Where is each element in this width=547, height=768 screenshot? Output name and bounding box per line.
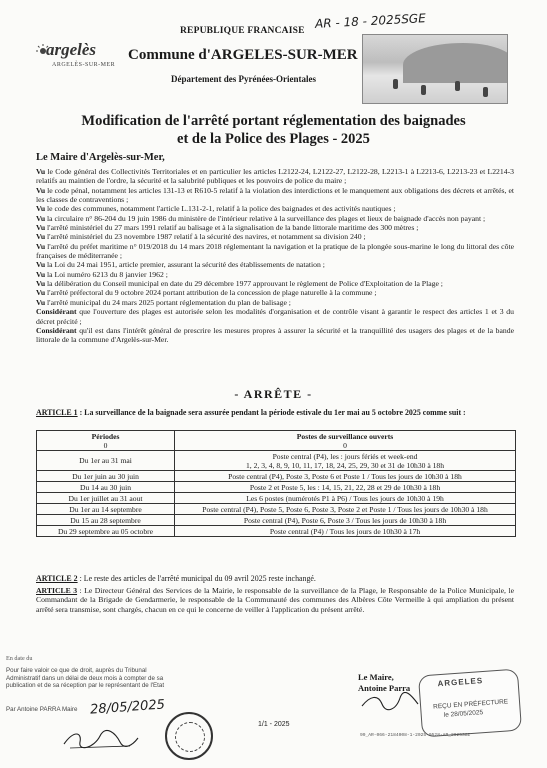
document-title-line1: Modification de l'arrêté portant réglementation des baignades (81, 113, 466, 129)
table-row (37, 482, 516, 493)
article-3 (36, 586, 514, 614)
legal-notice-signatory: Par Antoine PARRA Maire (6, 706, 78, 713)
article-3-text: : Le Directeur Général des Services de la Mairie, le responsable de la surveillance de la Plage, le Responsable de la Police Municipale, le Commandant de la Brigade de Gendarmerie, le responsable de la Communauté des communes des Albères Côte Vermeille à qui ampliation du présent arrêté sera transmise, sont chargés, chacun en ce qui le concerne de veiller à l'application du présent arrêté. (36, 586, 514, 614)
stamp-date: le 28/05/2025 (443, 709, 484, 719)
period-cell: Du 1er au 14 septembre (37, 504, 175, 515)
table-row (37, 504, 516, 515)
period-cell: Du 1er juillet au 31 aout (37, 493, 175, 504)
posts-cell: Poste central (P4) / Tous les jours de 10h30 à 17h (175, 526, 516, 537)
vu-list (36, 167, 514, 345)
vu-item: Vu le code des communes, notamment l'article L.131-2-1, relatif à la police des baignades et des activités nautiques ; (36, 204, 396, 214)
handwritten-reference: AR - 18 - 2025SGE (314, 11, 427, 31)
posts-cell: Poste central (P4), les : jours fériés et week-end 1, 2, 3, 4, 8, 9, 10, 11, 17, 18, 24, 25, 29, 30 et 31 de 10h30 à 18h (175, 451, 516, 471)
vu-item: Vu l'arrêté préfectoral du 9 octobre 2024 portant attribution de la concession de plage naturelle à la commune ; (36, 288, 377, 298)
signature-left (60, 728, 140, 750)
posts-cell: Poste central (P4), Poste 6, Poste 3 / Tous les jours de 10h30 à 18h (175, 515, 516, 526)
table-row (37, 493, 516, 504)
considerant-item: Considérant qu'il est dans l'intérêt général de prescrire les mesures propres à assurer la sécurité et la tranquillité des usagers des plages et de la bande littorale de la commune d'Argelès-sur-Mer. (36, 325, 514, 345)
table-header: Périodes 0 (37, 431, 175, 451)
le-maire-label: Le Maire, (358, 672, 394, 682)
signature-right (360, 692, 420, 712)
handwritten-date: 28/05/2025 (89, 697, 166, 718)
article-1 (36, 408, 514, 417)
page-number: 1/1 - 2025 (258, 721, 290, 728)
vu-item: Vu la circulaire n° 86-204 du 19 juin 1986 du ministère de l'intérieur relative à la surveillance des plages et lieux de baignade d'accès non payant ; (36, 213, 486, 223)
article-1-text: : La surveillance de la baignade sera assurée pendant la période estivale du 1er mai au 5 octobre 2025 comme suit : (77, 408, 466, 417)
surveillance-schedule-table (36, 430, 516, 537)
vu-item: Vu le code pénal, notamment les articles 131-13 et R610-5 relatif à la violation des interdictions et le manquement aux obligations des décrets et arrêtés, et les classes de contraventions ; (36, 185, 514, 205)
vu-item: Vu le Code général des Collectivités Territoriales et en particulier les articles L2122-24, L2122-27, L2122-28, L2213-1 à L2213-6, L2213-23 et L2214-3 relatifs au maintien de l'ordre, la sécurité et la salubrité publiques et les pouvoirs de police du maire ; (36, 167, 514, 186)
vu-item: Vu l'arrêté ministériel du 27 mars 1991 relatif au balisage et à la signalisation de la bande littorale maritime des 300 mètres ; (36, 223, 419, 233)
table-header: Postes de surveillance ouverts 0 (175, 431, 516, 451)
stamp-code: 99_AR-066-2184008-1-2025-0528-AR_2025SGE (360, 733, 471, 738)
commune-name: Commune d'ARGELES-SUR-MER (128, 47, 358, 63)
beach-photo (362, 34, 508, 104)
vu-item: Vu la délibération du Conseil municipal en date du 29 décembre 1977 approuvant le règlement de Police d'Exploitation de la Plage ; (36, 279, 443, 289)
article-1-label: ARTICLE 1 (36, 408, 78, 417)
vu-item: Vu la Loi du 24 mai 1951, article premier, assurant la sécurité des établissements de natation ; (36, 260, 325, 270)
department-name: Département des Pyrénées-Orientales (171, 74, 316, 84)
vu-item: Vu l'arrêté ministériel du 23 novembre 1987 relatif à la sécurité des navires, et notamment sa division 240 ; (36, 232, 366, 242)
stamp-received: REÇU EN PRÉFECTURE (432, 698, 509, 711)
period-cell: Du 29 septembre au 05 octobre (37, 526, 175, 537)
period-cell: Du 15 au 28 septembre (37, 515, 175, 526)
prefecture-stamp (418, 669, 522, 738)
legal-notice: Pour faire valoir ce que de droit, auprès du Tribunal Administratif dans un délai de deux mois à compter de sa publication et de sa réception par le représentant de l'Etat (6, 667, 165, 690)
vu-item: Vu l'arrêté municipal du 24 mars 2025 portant réglementation du plan de balisage ; (36, 297, 291, 307)
period-cell: Du 1er au 31 mai (37, 451, 175, 471)
table-header-row (37, 431, 516, 451)
commune-logo (36, 40, 116, 78)
posts-cell: Poste central (P4), Poste 3, Poste 6 et Poste 1 / Tous les jours de 10h30 à 18h (175, 471, 516, 482)
period-cell: Du 1er juin au 30 juin (37, 471, 175, 482)
considerant-item: Considérant que l'ouverture des plages est autorisée selon les modalités d'organisation et de contrôle visant à garantir le respect des articles 1 et 3 du décret précité ; (36, 307, 514, 326)
period-cell: Du 14 au 30 juin (37, 482, 175, 493)
article-3-label: ARTICLE 3 (36, 586, 78, 595)
posts-cell: Poste central (P4), Poste 5, Poste 6, Poste 3, Poste 2 et Poste 1 / Tous les jours de 10h30 à 18h (175, 504, 516, 515)
logo-text: argelès (46, 40, 97, 59)
table-row (37, 526, 516, 537)
posts-cell: Les 6 postes (numérotés P1 à P6) / Tous les jours de 10h30 à 19h (175, 493, 516, 504)
table-row (37, 515, 516, 526)
logo-subtitle: ARGELÈS-SUR-MER (52, 62, 116, 68)
arrete-heading: - ARRÊTE - (234, 387, 313, 401)
document-title-line2: et de la Police des Plages - 2025 (177, 131, 370, 147)
article-2 (36, 574, 514, 583)
table-row (37, 451, 516, 471)
vu-item: Vu l'arrêté du préfet maritime n° 019/2018 du 14 mars 2018 réglementant la navigation et la pratique de la plongée sous-marine le long du littoral des côte françaises de méditerranée ; (36, 241, 514, 261)
maire-name: Antoine Parra (358, 683, 411, 693)
vu-item: Vu la Loi numéro 6213 du 8 janvier 1962 ; (36, 269, 168, 279)
article-2-text: : Le reste des articles de l'arrêté municipal du 09 avril 2025 reste inchangé. (77, 574, 316, 583)
maire-heading: Le Maire d'Argelès-sur-Mer, (36, 152, 165, 163)
stamp-brand: ARGELES (437, 676, 484, 689)
side-note: En date du (6, 655, 33, 662)
republic-header: REPUBLIQUE FRANCAISE (180, 26, 305, 36)
table-row (37, 471, 516, 482)
article-2-label: ARTICLE 2 (36, 574, 78, 583)
posts-cell: Poste 2 et Poste 5, les : 14, 15, 21, 22, 28 et 29 de 10h30 à 18h (175, 482, 516, 493)
commune-seal (165, 712, 213, 760)
